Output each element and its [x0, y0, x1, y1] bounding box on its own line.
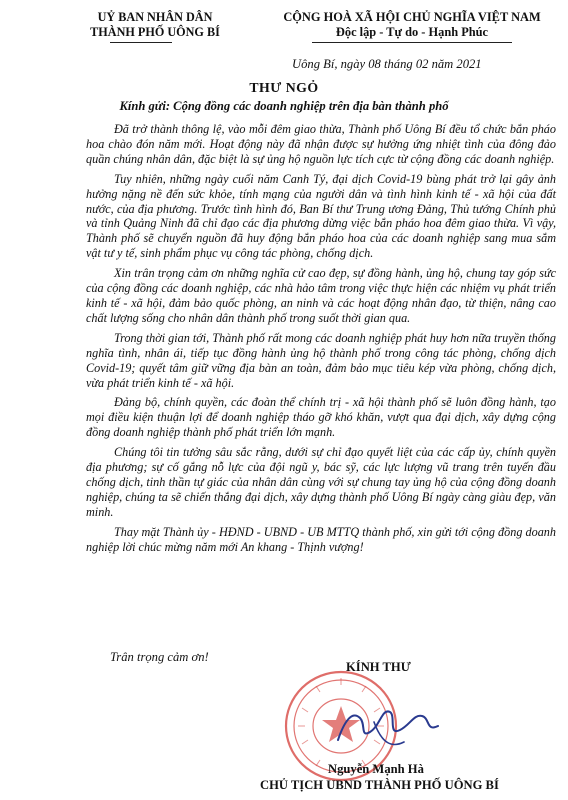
paragraph: Thay mặt Thành ủy - HĐND - UBND - UB MTTQ thành phố, xin gửi tới cộng đồng doanh nghiệp lời chúc mừng năm mới An khang - Thịnh vượng! [86, 524, 556, 554]
handwritten-signature-icon [330, 692, 450, 754]
nation-line-2: Độc lập - Tự do - Hạnh Phúc [335, 25, 489, 39]
national-motto [262, 10, 562, 40]
paragraph: Xin trân trọng cảm ơn những nghĩa cử cao đẹp, sự đồng hành, ủng hộ, chung tay góp sức của cộng đồng các doanh nghiệp, các nhà hảo tâm trong việc thực hiện các nhiệm vụ phát triển kinh tế - xã hội, đảm bảo quốc phòng, an ninh và các hoạt động nhân đạo, từ thiện, nâng cao chất lượng sống cho nhân dân thành phố trong suốt thời gian qua. [86, 266, 556, 325]
letter-body [86, 122, 556, 559]
document-title: THƯ NGỎ [249, 80, 319, 95]
org-line-2: THÀNH PHỐ UÔNG BÍ [90, 25, 220, 39]
paragraph: Trong thời gian tới, Thành phố rất mong các doanh nghiệp phát huy hơn nữa truyền thống nghĩa tình, nhân ái, tiếp tục đồng hành ủng hộ thành phố trong công tác phòng, chống dịch Covid-19; quyết tâm giữ vững địa bàn an toàn, đảm bảo mục tiêu kép vừa phòng, chống dịch, vừa phát triển kinh tế - xã hội. [86, 330, 556, 390]
signature-label: KÍNH THƯ [346, 660, 411, 674]
paragraph: Đảng bộ, chính quyền, các đoàn thể chính trị - xã hội thành phố sẽ luôn đồng hành, tạo mọi điều kiện thuận lợi để doanh nghiệp tháo gỡ khó khăn, vượt qua đại dịch, xây dựng cộng đồng doanh nghiệp thành phố phát triển lớn mạnh. [86, 395, 556, 440]
motto-divider [312, 42, 512, 43]
recipient-line: Kính gửi: Cộng đồng các doanh nghiệp trên địa bàn thành phố [119, 99, 449, 113]
closing-thanks: Trân trọng cảm ơn! [110, 650, 209, 664]
signer-name: Nguyễn Mạnh Hà [328, 762, 424, 776]
org-divider [110, 42, 172, 43]
issuing-organization [55, 10, 255, 40]
document-date: Uông Bí, ngày 08 tháng 02 năm 2021 [292, 57, 482, 71]
org-line-1: UỶ BAN NHÂN DÂN [97, 10, 213, 24]
paragraph: Tuy nhiên, những ngày cuối năm Canh Tý, đại dịch Covid-19 bùng phát trở lại gây ảnh hưởng nặng nề đến sức khỏe, tính mạng của người dân và tình hình kinh tế - xã hội của đất nước, của địa phương. Trước tình hình đó, Ban Bí thư Trung ương Đảng, Thủ tướng Chính phủ và tỉnh Quảng Ninh đã chỉ đạo các địa phương dừng việc bắn pháo hoa đêm giao thừa. Vì vậy, Thành phố sẽ chuyển nguồn đã huy động bắn pháo hoa của các doanh nghiệp sang mua sắm vật tư y tế, sinh phẩm phục vụ công tác phòng, chống dịch. [86, 171, 556, 261]
paragraph: Đã trở thành thông lệ, vào mỗi đêm giao thừa, Thành phố Uông Bí đều tổ chức bắn pháo hoa chào đón năm mới. Hoạt động này đã nhận được sự hưởng ứng nhiệt tình của đông đảo quần chúng nhân dân, đặc biệt là sự ủng hộ nguồn lực tích cực từ cộng đồng các doanh nghiệp. [86, 122, 556, 166]
paragraph: Chúng tôi tin tưởng sâu sắc rằng, dưới sự chỉ đạo quyết liệt của các cấp ủy, chính quyền địa phương; sự cố gắng nỗ lực của đội ngũ y, bác sỹ, các lực lượng vũ trang trên tuyến đầu chống dịch, tinh thần tự giác của nhân dân cùng với sự chung tay ủng hộ của cộng đồng doanh nghiệp, chúng ta sẽ chiến thắng đại dịch, xây dựng thành phố Uông Bí ngày càng giàu đẹp, văn minh. [86, 445, 556, 519]
nation-line-1: CỘNG HOÀ XÃ HỘI CHỦ NGHĨA VIỆT NAM [283, 10, 541, 24]
signer-title: CHỦ TỊCH UBND THÀNH PHỐ UÔNG BÍ [260, 778, 499, 792]
